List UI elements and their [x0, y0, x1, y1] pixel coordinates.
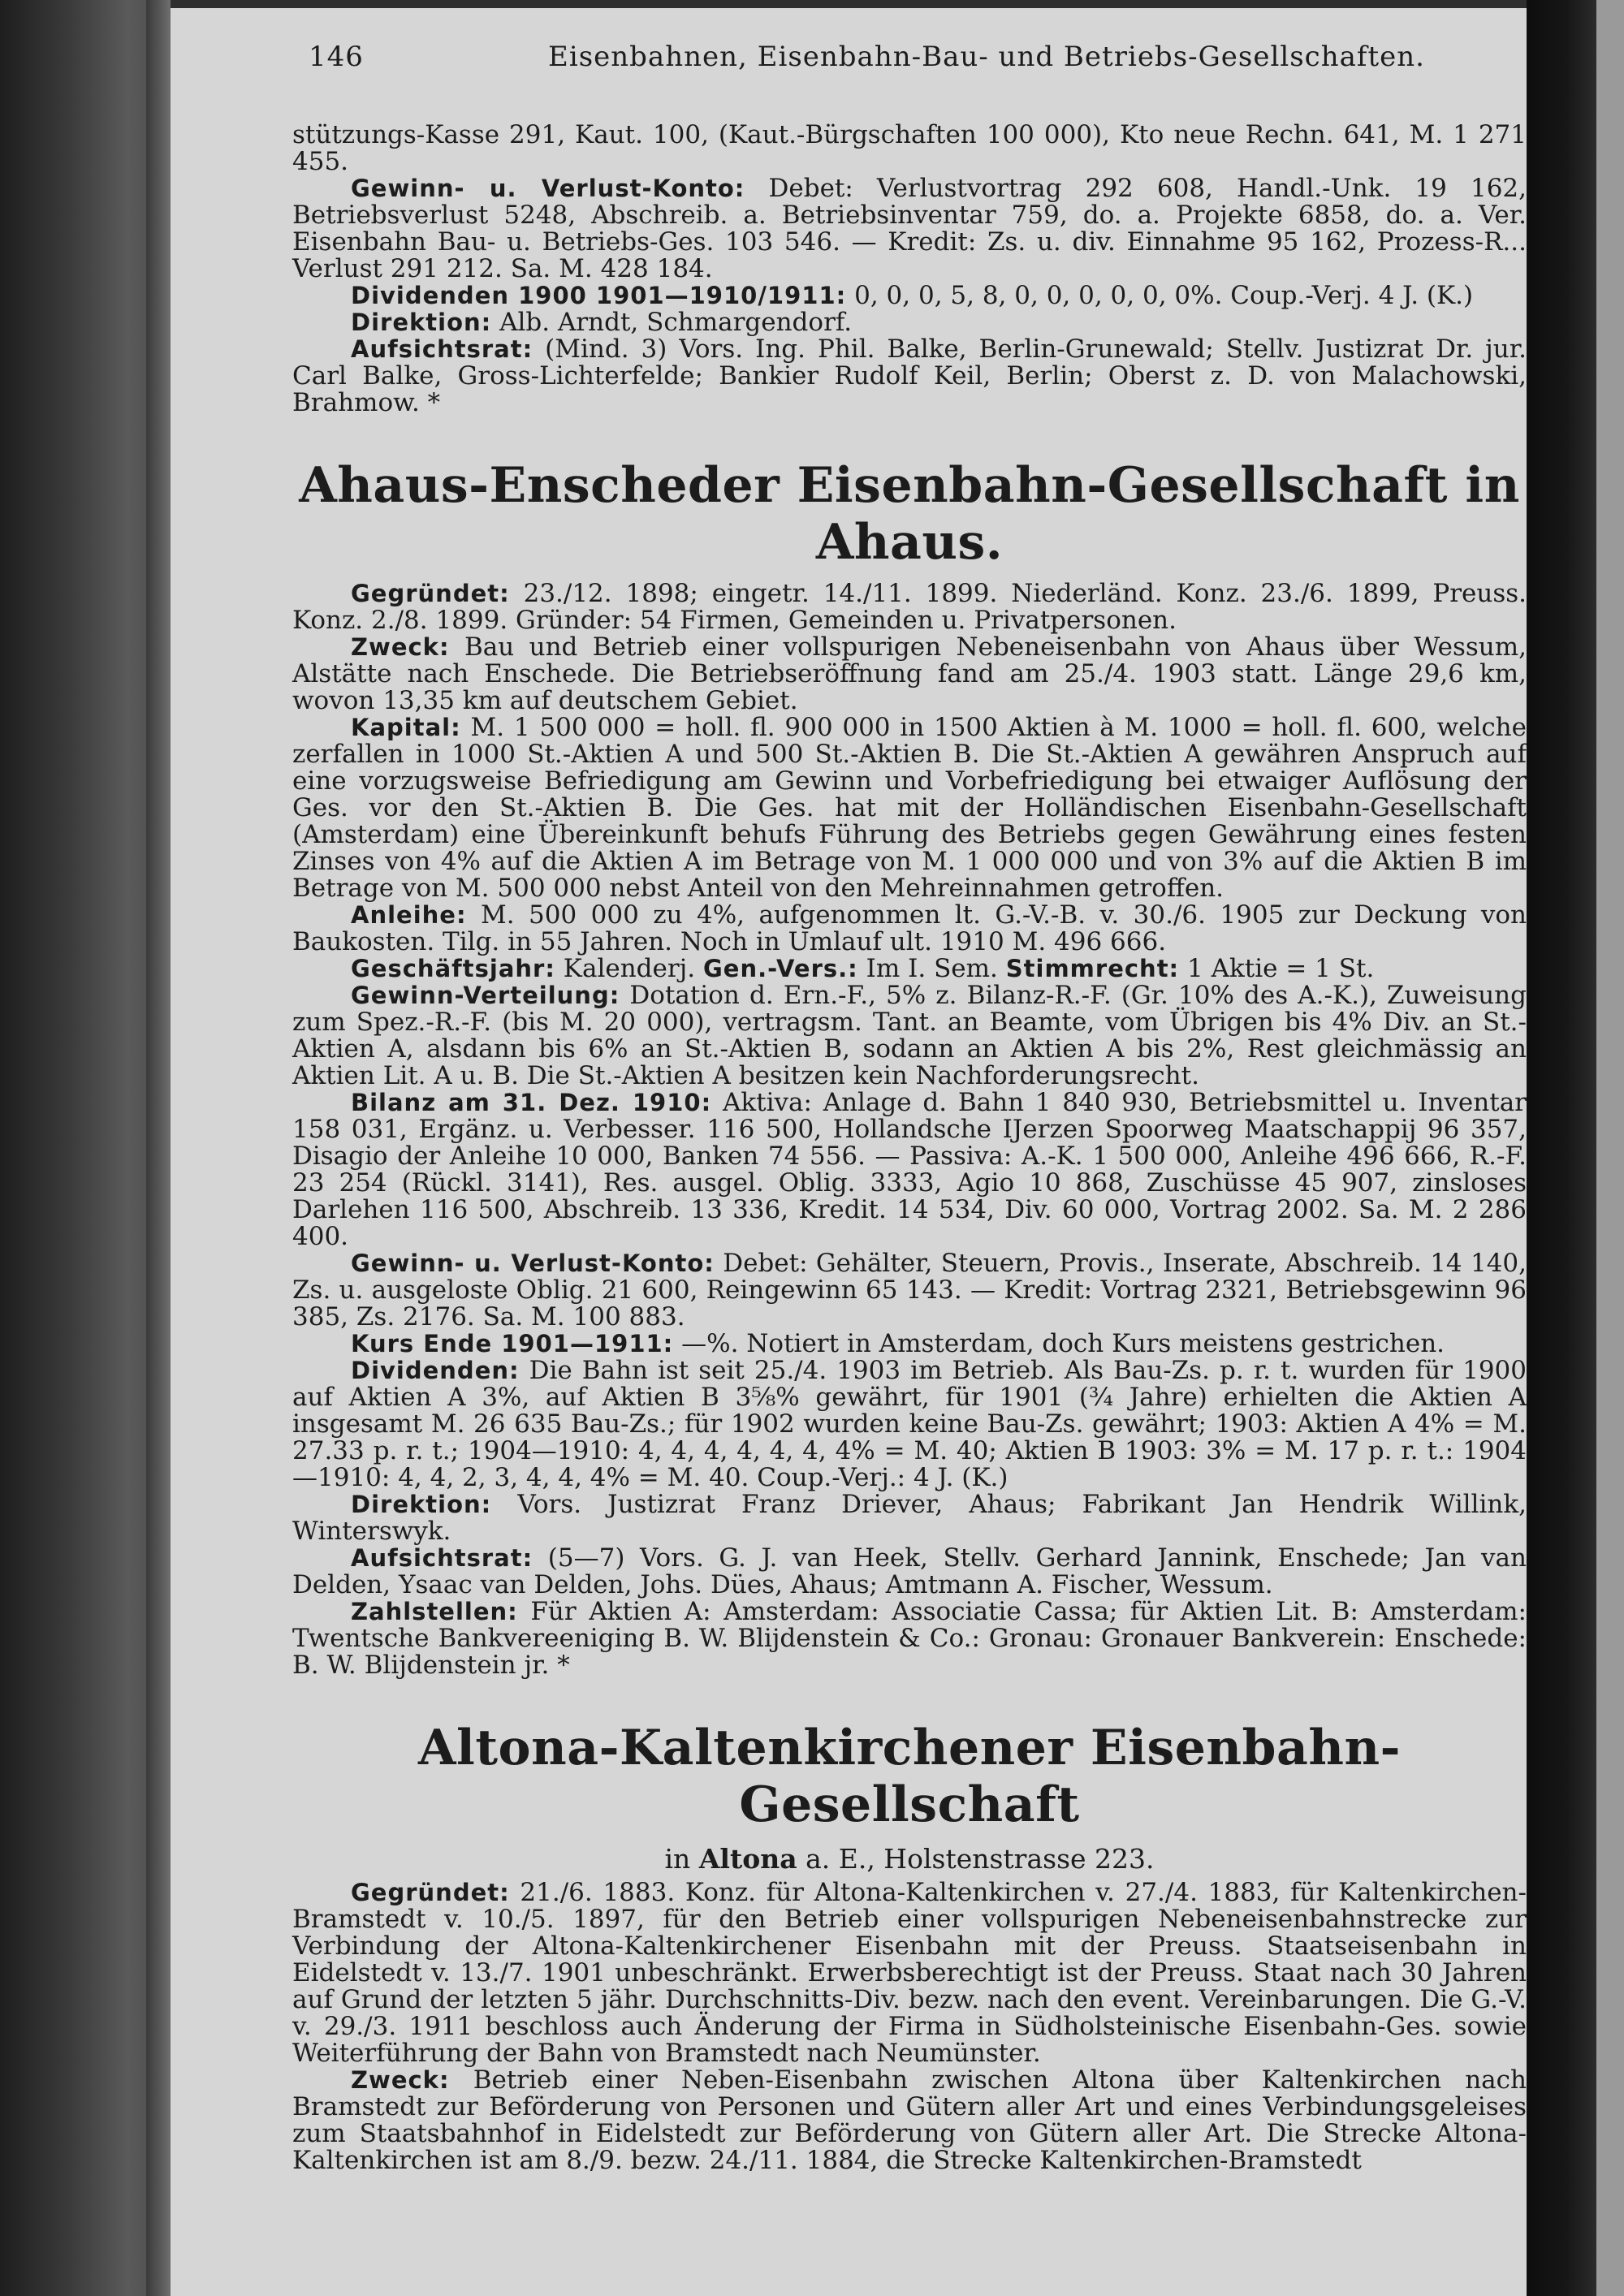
text: Im I. Sem.	[866, 954, 998, 983]
document-page	[171, 8, 1527, 2296]
text: Vors. Justizrat Franz Driever, Ahaus; Fabrikant Jan Hendrik Willink, Winterswyk.	[292, 1490, 1527, 1546]
text: M. 1 500 000 = holl. fl. 900 000 in 1500 Aktien à M. 1000 = holl. fl. 600, welche zerfallen in 1000 St.-Aktien A und 500 St.-Aktien B. Die St.-Aktien A gewähren Anspruch auf eine vorzugsweise Befriedigung am Gewinn und Vorbefriedigung bei etwaiger Auflösung der Ges. vor den St.-Aktien B. Die Ges. hat mit der Holländischen Eisenbahn-Gesellschaft (Amsterdam) eine Übereinkunft behufs Führung des Betriebs gegen Gewährung eines festen Zinses von 4% auf die Aktien A im Betrage von M. 1 000 000 und von 3% auf die Aktien B im Betrage von M. 500 000 nebst Anteil von den Mehreinnahmen getroffen.	[292, 713, 1527, 903]
ahaus-capital	[292, 714, 1527, 902]
text: Für Aktien A: Amsterdam: Associatie Cassa; für Aktien Lit. B: Amsterdam: Twentsche Bankvereeniging B. W. Blijdenstein & Co.: Gronau: Gronauer Bankverein: Enschede: B. W. Blijdenstein jr. *	[292, 1597, 1527, 1680]
ahaus-board	[292, 1545, 1527, 1599]
text: 21./6. 1883. Konz. für Altona-Kaltenkirchen v. 27./4. 1883, für Kaltenkirchen-Bramstedt v. 10./5. 1897, für den Betrieb einer vollspurigen Nebeneisenbahnstrecke zur Verbindung der Altona-Kaltenkirchener Eisenbahn mit der Preuss. Staatseisenbahn in Eidelstedt v. 13./7. 1901 unbeschränkt. Erwerbsberechtigt ist der Preuss. Staat nach 30 Jahren auf Grund der letzten 5 jähr. Durchschnitts-Div. bezw. nach den event. Vereinbarungen. Die G.-V. v. 29./3. 1911 beschloss auch Änderung der Firma in Südholsteinische Eisenbahn-Ges. sowie Weiterführung der Bahn von Bramstedt nach Neumünster.	[292, 1878, 1527, 2068]
ahaus-profit-distribution	[292, 982, 1527, 1090]
text: Kalenderj.	[563, 954, 696, 983]
text: Aktiva: Anlage d. Bahn 1 840 930, Betriebsmittel u. Inventar 158 031, Ergänz. u. Verbesser. 116 500, Hollandsche IJerzen Spoorweg Maatschappij 96 357, Disagio der Anleihe 10 000, Banken 74 556. — Passiva: A.-K. 1 500 000, Anleihe 496 666, R.-F. 23 254 (Rückl. 3141), Res. ausgel. Oblig. 3333, Agio 10 868, Zuschüsse 45 907, zinsloses Darlehen 116 500, Abschreib. 13 336, Kredit. 14 534, Div. 60 000, Vortrag 2002. Sa. M. 2 286 400.	[292, 1088, 1527, 1251]
altona-purpose	[292, 2067, 1527, 2174]
prev-direction-paragraph	[292, 309, 1527, 336]
text: Betrieb einer Neben-Eisenbahn zwischen Altona über Kaltenkirchen nach Bramstedt zur Beförderung von Personen und Gütern aller Art und eines Verbindungsgeleises zum Staatsbahnhof in Eidelstedt zur Beförderung von Gütern aller Art. Die Strecke Altona-Kaltenkirchen ist am 8./9. bezw. 24./11. 1884, die Strecke Kaltenkirchen-Bramstedt	[292, 2065, 1527, 2175]
text: 1 Aktie = 1 St.	[1187, 954, 1375, 983]
label: Dividenden 1900 1901—1910/1911:	[351, 282, 847, 309]
book-spine	[0, 0, 171, 2296]
ahaus-paying-agents	[292, 1599, 1527, 1679]
running-title: Eisenbahnen, Eisenbahn-Bau- und Betriebs-Gesellschaften.	[548, 41, 1425, 73]
ahaus-loan	[292, 902, 1527, 956]
label: Direktion:	[351, 1491, 492, 1518]
text: M. 500 000 zu 4%, aufgenommen lt. G.-V.-B. v. 30./6. 1905 zur Deckung von Baukosten. Tilg. in 55 Jahren. Noch in Umlauf ult. 1910 M. 496 666.	[292, 900, 1527, 956]
page-number: 146	[309, 41, 364, 73]
label: Zweck:	[351, 2066, 450, 2094]
label: Gegründet:	[351, 580, 510, 607]
prev-continuation: stützungs-Kasse 291, Kaut. 100, (Kaut.-Bürgschaften 100 000), Kto neue Rechn. 641, M. 1 271 455.	[292, 120, 1527, 176]
label: Zahlstellen:	[351, 1598, 518, 1625]
ahaus-price	[292, 1331, 1527, 1357]
ahaus-fiscal	[292, 956, 1527, 982]
text: Dotation d. Ern.-F., 5% z. Bilanz-R.-F. (Gr. 10% des A.-K.), Zuweisung zum Spez.-R.-F. (bis M. 20 000), vertragsm. Tant. an Beamte, vom Übrigen bis 4% Div. an St.-Aktien A, alsdann bis 6% an St.-Aktien B, sodann an Aktien A bis 2%, Rest gleichmässig an Aktien Lit. A u. B. Die St.-Aktien A besitzen kein Nachforderungsrecht.	[292, 981, 1527, 1090]
altona-founded	[292, 1880, 1527, 2067]
section-subheading-altona	[292, 1843, 1527, 1875]
label: Gegründet:	[351, 1879, 510, 1906]
text: Bau und Betrieb einer vollspurigen Nebeneisenbahn von Ahaus über Wessum, Alstätte nach Enschede. Die Betriebseröffnung fand am 25./4. 1903 statt. Länge 29,6 km, wovon 13,35 km auf deutschem Gebiet.	[292, 632, 1527, 715]
page-edge-shadow	[146, 0, 171, 2296]
label: Geschäftsjahr:	[351, 955, 555, 982]
text: Debet: Verlustvortrag 292 608, Handl.-Unk. 19 162, Betriebsverlust 5248, Abschreib. a. Betriebsinventar 759, do. a. Projekte 6858, do. a. Ver. Eisenbahn Bau- u. Betriebs-Ges. 103 546. — Kredit: Zs. u. div. Einnahme 95 162, Prozess-R... Verlust 291 212. Sa. M. 428 184.	[292, 174, 1527, 283]
ahaus-direction	[292, 1491, 1527, 1545]
sub-prefix: in	[664, 1843, 691, 1875]
label: Gewinn- u. Verlust-Konto:	[351, 175, 745, 202]
label: Dividenden:	[351, 1357, 520, 1384]
label: Gewinn-Verteilung:	[351, 982, 620, 1009]
prev-board-paragraph	[292, 336, 1527, 416]
label: Kurs Ende 1901—1911:	[351, 1330, 674, 1357]
label: Aufsichtsrat:	[351, 1544, 533, 1572]
running-head	[171, 41, 1502, 81]
prev-gv-paragraph	[292, 175, 1527, 283]
ahaus-pl-account	[292, 1250, 1527, 1331]
label: Kapital:	[351, 714, 461, 741]
label: Zweck:	[351, 633, 450, 661]
ahaus-balance	[292, 1090, 1527, 1250]
text: (5—7) Vors. G. J. van Heek, Stellv. Gerhard Jannink, Enschede; Jan van Delden, Ysaac van Delden, Johs. Dües, Ahaus; Amtmann A. Fischer, Wessum.	[292, 1543, 1527, 1599]
label: Aufsichtsrat:	[351, 335, 533, 363]
page-content	[292, 122, 1527, 2174]
label: Bilanz am 31. Dez. 1910:	[351, 1089, 712, 1116]
label: Anleihe:	[351, 901, 467, 929]
sub-location: Altona	[698, 1843, 797, 1875]
section-heading-altona: Altona-Kaltenkirchener Eisenbahn-Gesellschaft	[418, 1720, 1401, 1833]
section-heading-ahaus: Ahaus-Enscheder Eisenbahn-Gesellschaft in Ahaus.	[299, 457, 1520, 571]
text: 23./12. 1898; eingetr. 14./11. 1899. Niederländ. Konz. 23./6. 1899, Preuss. Konz. 2./8. 1899. Gründer: 54 Firmen, Gemeinden u. Privatpersonen.	[292, 579, 1527, 635]
text: Alb. Arndt, Schmargendorf.	[499, 308, 853, 337]
text: 0, 0, 0, 5, 8, 0, 0, 0, 0, 0, 0%. Coup.-Verj. 4 J. (K.)	[854, 281, 1474, 310]
prev-dividends-paragraph	[292, 283, 1527, 309]
ahaus-founded	[292, 580, 1527, 634]
label: Gewinn- u. Verlust-Konto:	[351, 1249, 715, 1277]
label: Direktion:	[351, 309, 492, 336]
ahaus-purpose	[292, 634, 1527, 714]
ahaus-dividends	[292, 1357, 1527, 1491]
label: Stimmrecht:	[1005, 955, 1180, 982]
text: (Mind. 3) Vors. Ing. Phil. Balke, Berlin-Grunewald; Stellv. Justizrat Dr. jur. Carl Balke, Gross-Lichterfelde; Bankier Rudolf Keil, Berlin; Oberst z. D. von Malachowski, Brahmow. *	[292, 334, 1527, 417]
text: Die Bahn ist seit 25./4. 1903 im Betrieb. Als Bau-Zs. p. r. t. wurden für 1900 auf Aktien A 3%, auf Aktien B 3⅝% gewährt, für 1901 (¾ Jahre) erhielten die Aktien A insgesamt M. 26 635 Bau-Zs.; für 1902 wurden keine Bau-Zs. gewährt; 1903: Aktien A 4% = M. 27.33 p. r. t.; 1904—1910: 4, 4, 4, 4, 4, 4, 4% = M. 40; Aktien B 1903: 3% = M. 17 p. r. t.: 1904—1910: 4, 4, 2, 3, 4, 4, 4% = M. 40. Coup.-Verj.: 4 J. (K.)	[292, 1356, 1527, 1492]
label: Gen.-Vers.:	[703, 955, 858, 982]
text: —%. Notiert in Amsterdam, doch Kurs meistens gestrichen.	[681, 1329, 1445, 1358]
text: Debet: Gehälter, Steuern, Provis., Inserate, Abschreib. 14 140, Zs. u. ausgeloste Oblig. 21 600, Reingewinn 65 143. — Kredit: Vortrag 2321, Betriebsgewinn 96 385, Zs. 2176. Sa. M. 100 883.	[292, 1249, 1527, 1331]
next-page-edge	[1596, 0, 1624, 2296]
sub-suffix: a. E., Holstenstrasse 223.	[806, 1843, 1155, 1875]
